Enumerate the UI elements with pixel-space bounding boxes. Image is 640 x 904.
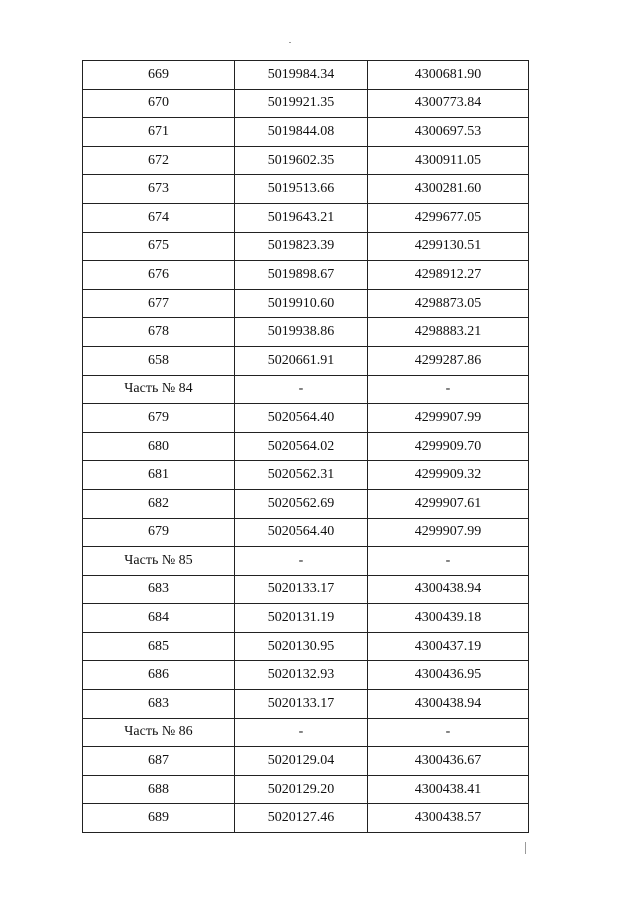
table-row — [83, 146, 529, 175]
table-row — [83, 61, 529, 90]
x-coordinate-cell: 5019938.86 — [235, 318, 368, 347]
y-coordinate-cell: 4298912.27 — [368, 261, 529, 290]
y-coordinate-cell: 4299907.99 — [368, 518, 529, 547]
x-coordinate-cell: 5019823.39 — [235, 232, 368, 261]
table-row — [83, 203, 529, 232]
x-coordinate-cell: - — [235, 375, 368, 404]
table-row — [83, 118, 529, 147]
y-coordinate-cell: 4300436.67 — [368, 747, 529, 776]
table-row — [83, 804, 529, 833]
y-coordinate-cell: 4299287.86 — [368, 346, 529, 375]
x-coordinate-cell: 5020661.91 — [235, 346, 368, 375]
table-row — [83, 547, 529, 576]
x-coordinate-cell: 5020132.93 — [235, 661, 368, 690]
y-coordinate-cell: 4299907.99 — [368, 404, 529, 433]
x-coordinate-cell: 5019898.67 — [235, 261, 368, 290]
point-cell: Часть № 86 — [83, 718, 235, 747]
y-coordinate-cell: 4300438.94 — [368, 690, 529, 719]
point-cell: 688 — [83, 775, 235, 804]
table-row — [83, 261, 529, 290]
point-cell: 681 — [83, 461, 235, 490]
table-row — [83, 461, 529, 490]
y-coordinate-cell: 4299677.05 — [368, 203, 529, 232]
table-row — [83, 89, 529, 118]
x-coordinate-cell: - — [235, 547, 368, 576]
point-cell: 675 — [83, 232, 235, 261]
point-cell: 680 — [83, 432, 235, 461]
point-cell: 676 — [83, 261, 235, 290]
y-coordinate-cell: 4300439.18 — [368, 604, 529, 633]
x-coordinate-cell: 5020130.95 — [235, 632, 368, 661]
x-coordinate-cell: 5020129.04 — [235, 747, 368, 776]
point-cell: Часть № 84 — [83, 375, 235, 404]
y-coordinate-cell: 4299130.51 — [368, 232, 529, 261]
y-coordinate-cell: 4299909.70 — [368, 432, 529, 461]
x-coordinate-cell: 5020127.46 — [235, 804, 368, 833]
point-cell: 658 — [83, 346, 235, 375]
coordinates-table — [82, 60, 529, 833]
x-coordinate-cell: 5020562.31 — [235, 461, 368, 490]
y-coordinate-cell: 4300438.94 — [368, 575, 529, 604]
y-coordinate-cell: 4300681.90 — [368, 61, 529, 90]
point-cell: 670 — [83, 89, 235, 118]
y-coordinate-cell: 4300437.19 — [368, 632, 529, 661]
y-coordinate-cell: 4298883.21 — [368, 318, 529, 347]
x-coordinate-cell: 5019513.66 — [235, 175, 368, 204]
table-row — [83, 632, 529, 661]
point-cell: 679 — [83, 404, 235, 433]
y-coordinate-cell: - — [368, 718, 529, 747]
x-coordinate-cell: 5019910.60 — [235, 289, 368, 318]
point-cell: 682 — [83, 489, 235, 518]
x-coordinate-cell: 5019921.35 — [235, 89, 368, 118]
x-coordinate-cell: 5020562.69 — [235, 489, 368, 518]
point-cell: 669 — [83, 61, 235, 90]
table-row — [83, 289, 529, 318]
x-coordinate-cell: 5020564.40 — [235, 518, 368, 547]
x-coordinate-cell: 5020133.17 — [235, 575, 368, 604]
point-cell: 677 — [83, 289, 235, 318]
y-coordinate-cell: 4300773.84 — [368, 89, 529, 118]
table-row — [83, 404, 529, 433]
x-coordinate-cell: 5019984.34 — [235, 61, 368, 90]
y-coordinate-cell: 4300438.57 — [368, 804, 529, 833]
coordinates-table-body — [83, 61, 529, 833]
point-cell: 687 — [83, 747, 235, 776]
point-cell: 683 — [83, 575, 235, 604]
table-row — [83, 775, 529, 804]
y-coordinate-cell: - — [368, 375, 529, 404]
table-row — [83, 661, 529, 690]
table-row — [83, 318, 529, 347]
x-coordinate-cell: 5019602.35 — [235, 146, 368, 175]
y-coordinate-cell: 4300281.60 — [368, 175, 529, 204]
x-coordinate-cell: 5019844.08 — [235, 118, 368, 147]
table-row — [83, 518, 529, 547]
table-row — [83, 575, 529, 604]
scan-speck — [289, 42, 291, 43]
table-row — [83, 718, 529, 747]
x-coordinate-cell: 5020564.02 — [235, 432, 368, 461]
point-cell: Часть № 85 — [83, 547, 235, 576]
point-cell: 679 — [83, 518, 235, 547]
y-coordinate-cell: 4300697.53 — [368, 118, 529, 147]
x-coordinate-cell: 5019643.21 — [235, 203, 368, 232]
point-cell: 678 — [83, 318, 235, 347]
point-cell: 684 — [83, 604, 235, 633]
table-row — [83, 175, 529, 204]
table-row — [83, 604, 529, 633]
table-row — [83, 232, 529, 261]
point-cell: 686 — [83, 661, 235, 690]
x-coordinate-cell: - — [235, 718, 368, 747]
x-coordinate-cell: 5020564.40 — [235, 404, 368, 433]
table-row — [83, 346, 529, 375]
x-coordinate-cell: 5020131.19 — [235, 604, 368, 633]
x-coordinate-cell: 5020129.20 — [235, 775, 368, 804]
point-cell: 685 — [83, 632, 235, 661]
table-row — [83, 375, 529, 404]
point-cell: 671 — [83, 118, 235, 147]
y-coordinate-cell: - — [368, 547, 529, 576]
y-coordinate-cell: 4298873.05 — [368, 289, 529, 318]
table-row — [83, 489, 529, 518]
y-coordinate-cell: 4300438.41 — [368, 775, 529, 804]
point-cell: 689 — [83, 804, 235, 833]
y-coordinate-cell: 4300436.95 — [368, 661, 529, 690]
table-row — [83, 432, 529, 461]
y-coordinate-cell: 4299907.61 — [368, 489, 529, 518]
table-row — [83, 747, 529, 776]
x-coordinate-cell: 5020133.17 — [235, 690, 368, 719]
y-coordinate-cell: 4299909.32 — [368, 461, 529, 490]
point-cell: 683 — [83, 690, 235, 719]
point-cell: 673 — [83, 175, 235, 204]
point-cell: 674 — [83, 203, 235, 232]
y-coordinate-cell: 4300911.05 — [368, 146, 529, 175]
scan-speck — [525, 842, 526, 854]
table-row — [83, 690, 529, 719]
point-cell: 672 — [83, 146, 235, 175]
